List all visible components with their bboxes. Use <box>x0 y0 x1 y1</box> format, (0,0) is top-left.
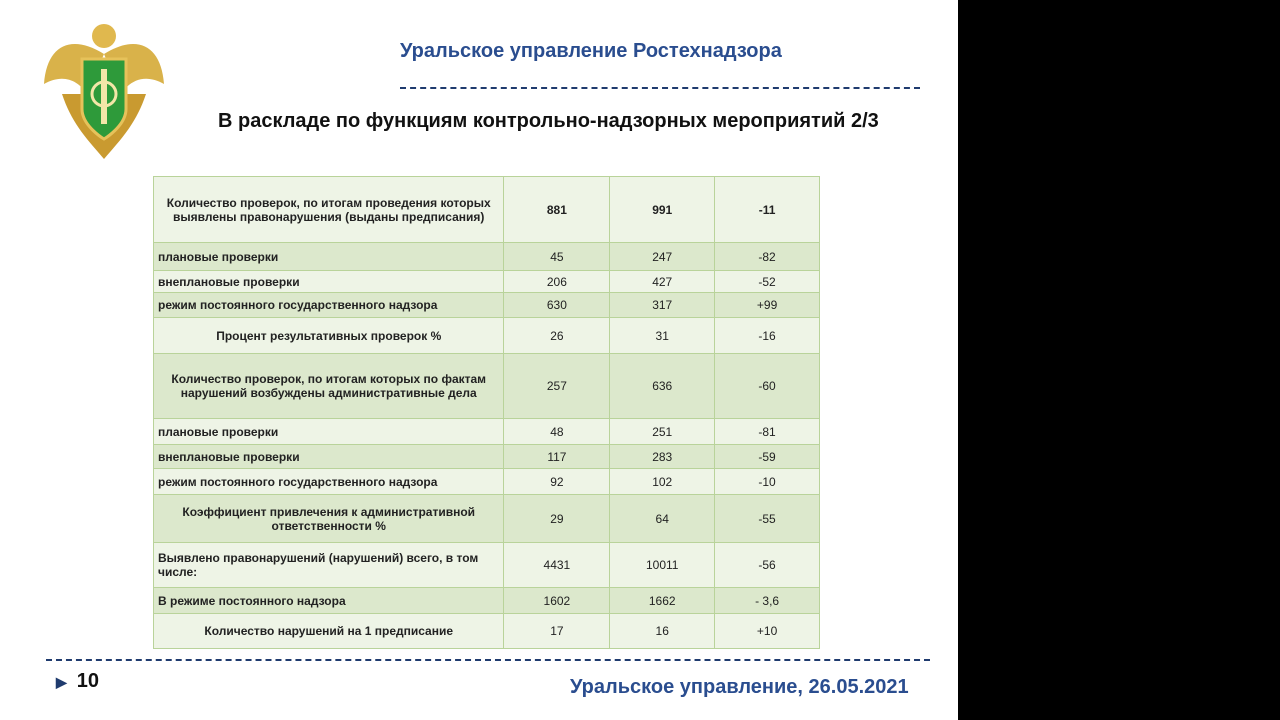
table-row <box>154 588 820 614</box>
row-label: Процент результативных проверок % <box>154 318 504 354</box>
table-row <box>154 469 820 495</box>
value-1: 206 <box>504 271 610 293</box>
table-row <box>154 445 820 469</box>
value-2: 317 <box>610 293 715 318</box>
divider-bottom <box>46 659 930 661</box>
table-row <box>154 354 820 419</box>
play-triangle-icon: ▶ <box>56 674 67 690</box>
difference: -52 <box>715 271 820 293</box>
organization-name: Уральское управление Ростехнадзора <box>400 40 782 62</box>
divider-top <box>400 87 920 89</box>
row-label: Количество проверок, по итогам которых по фактам нарушений возбуждены административные дела <box>154 354 504 419</box>
value-2: 10011 <box>610 543 715 588</box>
difference: -16 <box>715 318 820 354</box>
table-row <box>154 614 820 649</box>
value-2: 102 <box>610 469 715 495</box>
row-label: Коэффициент привлечения к административной ответственности % <box>154 495 504 543</box>
value-1: 26 <box>504 318 610 354</box>
value-1: 257 <box>504 354 610 419</box>
value-1: 117 <box>504 445 610 469</box>
value-1: 1602 <box>504 588 610 614</box>
value-2: 16 <box>610 614 715 649</box>
value-2: 31 <box>610 318 715 354</box>
row-label: режим постоянного государственного надзора <box>154 293 504 318</box>
table-row <box>154 318 820 354</box>
value-2: 64 <box>610 495 715 543</box>
row-label: плановые проверки <box>154 243 504 271</box>
difference: -82 <box>715 243 820 271</box>
footer-text: Уральское управление, 26.05.2021 <box>570 676 909 698</box>
value-2: 251 <box>610 419 715 445</box>
page-number-text: 10 <box>76 670 100 692</box>
value-2: 427 <box>610 271 715 293</box>
difference: -11 <box>715 177 820 243</box>
value-1: 17 <box>504 614 610 649</box>
value-1: 29 <box>504 495 610 543</box>
table-row <box>154 243 820 271</box>
value-2: 247 <box>610 243 715 271</box>
table-row <box>154 271 820 293</box>
row-label: Количество проверок, по итогам проведения которых выявлены правонарушения (выданы предписания) <box>154 177 504 243</box>
difference: -59 <box>715 445 820 469</box>
table-row <box>154 543 820 588</box>
difference: -10 <box>715 469 820 495</box>
row-label: В режиме постоянного надзора <box>154 588 504 614</box>
difference: -56 <box>715 543 820 588</box>
value-1: 4431 <box>504 543 610 588</box>
table-row <box>154 293 820 318</box>
row-label: плановые проверки <box>154 419 504 445</box>
difference: -60 <box>715 354 820 419</box>
row-label: внеплановые проверки <box>154 271 504 293</box>
difference: -81 <box>715 419 820 445</box>
data-table <box>153 176 820 649</box>
value-1: 630 <box>504 293 610 318</box>
difference: +10 <box>715 614 820 649</box>
value-1: 45 <box>504 243 610 271</box>
row-label: Выявлено правонарушений (нарушений) всего, в том числе: <box>154 543 504 588</box>
difference: +99 <box>715 293 820 318</box>
row-label: режим постоянного государственного надзора <box>154 469 504 495</box>
value-1: 92 <box>504 469 610 495</box>
row-label: Количество нарушений на 1 предписание <box>154 614 504 649</box>
value-2: 1662 <box>610 588 715 614</box>
value-1: 48 <box>504 419 610 445</box>
value-2: 991 <box>610 177 715 243</box>
value-2: 636 <box>610 354 715 419</box>
table-row <box>154 177 820 243</box>
value-1: 881 <box>504 177 610 243</box>
table-row <box>154 495 820 543</box>
page-title: В раскладе по функциям контрольно-надзорных мероприятий 2/3 <box>218 110 879 132</box>
page-number <box>56 670 99 693</box>
table-row <box>154 419 820 445</box>
difference: - 3,6 <box>715 588 820 614</box>
row-label: внеплановые проверки <box>154 445 504 469</box>
difference: -55 <box>715 495 820 543</box>
rostekhnadzor-emblem-icon <box>42 14 166 164</box>
value-2: 283 <box>610 445 715 469</box>
